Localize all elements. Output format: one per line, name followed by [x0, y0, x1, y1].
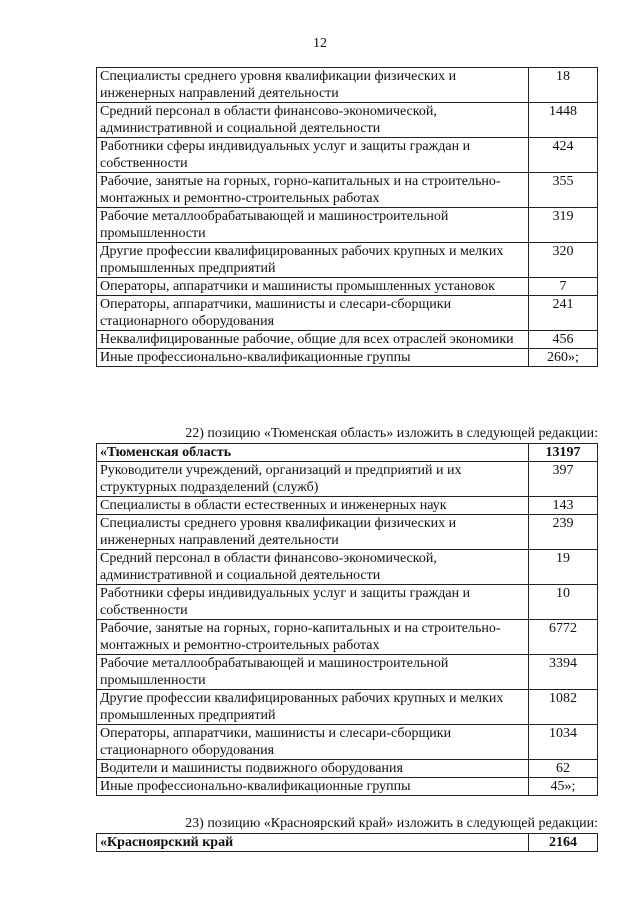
row-value: 319 [529, 208, 598, 243]
row-label: Неквалифицированные рабочие, общие для всех отраслей экономики [97, 331, 529, 349]
table-row [97, 349, 598, 367]
row-value: 3394 [529, 655, 598, 690]
table-row [97, 278, 598, 296]
row-value: 6772 [529, 620, 598, 655]
row-value: 18 [529, 68, 598, 103]
row-value: 456 [529, 331, 598, 349]
table-row [97, 690, 598, 725]
amendment-paragraph-23: 23) позицию «Красноярский край» изложить в следующей редакции: [185, 816, 598, 831]
row-label: «Красноярский край [97, 834, 529, 852]
row-label: Рабочие металлообрабатывающей и машиностроительной промышленности [97, 655, 529, 690]
row-value: 424 [529, 138, 598, 173]
row-value: 1082 [529, 690, 598, 725]
row-value: 62 [529, 760, 598, 778]
row-label: Специалисты в области естественных и инженерных наук [97, 497, 529, 515]
row-label: Специалисты среднего уровня квалификации физических и инженерных направлений деятельности [97, 515, 529, 550]
row-value: 241 [529, 296, 598, 331]
occupations-table-krasnoyarsk-region [96, 833, 598, 852]
row-value: 355 [529, 173, 598, 208]
row-label: Иные профессионально-квалификационные группы [97, 349, 529, 367]
table-row [97, 620, 598, 655]
table-row [97, 550, 598, 585]
row-label: Иные профессионально-квалификационные группы [97, 778, 529, 796]
table-row [97, 173, 598, 208]
table-row [97, 497, 598, 515]
table-row [97, 103, 598, 138]
row-label: Другие профессии квалифицированных рабочих крупных и мелких промышленных предприятий [97, 243, 529, 278]
table-row [97, 655, 598, 690]
row-value: 320 [529, 243, 598, 278]
row-label: Рабочие металлообрабатывающей и машиностроительной промышленности [97, 208, 529, 243]
table-row [97, 138, 598, 173]
row-value: 45»; [529, 778, 598, 796]
row-label: Работники сферы индивидуальных услуг и защиты граждан и собственности [97, 138, 529, 173]
row-label: Операторы, аппаратчики, машинисты и слесари-сборщики стационарного оборудования [97, 296, 529, 331]
table-row [97, 444, 598, 462]
row-value: 260»; [529, 349, 598, 367]
table-row [97, 725, 598, 760]
table-row [97, 243, 598, 278]
row-value: 143 [529, 497, 598, 515]
row-value: 19 [529, 550, 598, 585]
row-label: Специалисты среднего уровня квалификации физических и инженерных направлений деятельности [97, 68, 529, 103]
occupations-table-tyumen-region [96, 443, 598, 796]
amendment-paragraph-22: 22) позицию «Тюменская область» изложить в следующей редакции: [185, 426, 598, 441]
row-label: Рабочие, занятые на горных, горно-капитальных и на строительно-монтажных и ремонтно-строительных работах [97, 173, 529, 208]
row-value: 239 [529, 515, 598, 550]
table-row [97, 515, 598, 550]
row-value: 10 [529, 585, 598, 620]
table-row [97, 760, 598, 778]
table-row [97, 296, 598, 331]
row-label: Средний персонал в области финансово-экономической, административной и социальной деятельности [97, 103, 529, 138]
row-label: Средний персонал в области финансово-экономической, административной и социальной деятельности [97, 550, 529, 585]
table-row [97, 778, 598, 796]
row-label: Водители и машинисты подвижного оборудования [97, 760, 529, 778]
table-row [97, 331, 598, 349]
row-label: Работники сферы индивидуальных услуг и защиты граждан и собственности [97, 585, 529, 620]
table-row [97, 585, 598, 620]
row-value: 397 [529, 462, 598, 497]
row-value: 1448 [529, 103, 598, 138]
table-row [97, 834, 598, 852]
row-label: Рабочие, занятые на горных, горно-капитальных и на строительно-монтажных и ремонтно-строительных работах [97, 620, 529, 655]
row-value: 2164 [529, 834, 598, 852]
row-value: 1034 [529, 725, 598, 760]
row-value: 13197 [529, 444, 598, 462]
table-row [97, 208, 598, 243]
occupations-table-previous-region [96, 67, 598, 367]
page-number: 12 [313, 36, 327, 51]
row-label: Руководители учреждений, организаций и предприятий и их структурных подразделений (служб) [97, 462, 529, 497]
row-label: «Тюменская область [97, 444, 529, 462]
row-label: Операторы, аппаратчики, машинисты и слесари-сборщики стационарного оборудования [97, 725, 529, 760]
table-row [97, 68, 598, 103]
row-label: Операторы, аппаратчики и машинисты промышленных установок [97, 278, 529, 296]
row-label: Другие профессии квалифицированных рабочих крупных и мелких промышленных предприятий [97, 690, 529, 725]
table-row [97, 462, 598, 497]
row-value: 7 [529, 278, 598, 296]
